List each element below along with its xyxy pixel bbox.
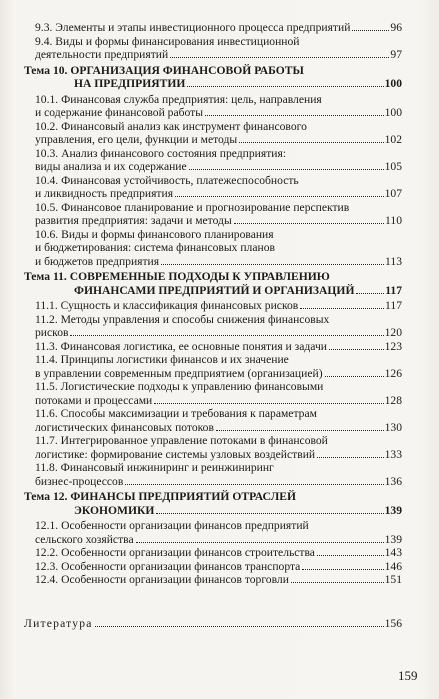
toc-entry-text-line: и содержание финансовой работы — [35, 106, 204, 119]
leader-dots — [356, 293, 384, 294]
leader-dots — [154, 403, 383, 404]
toc-entry-text-line: 10.1. Финансовая служба предприятия: цель, направления — [35, 92, 322, 106]
leader-dots — [291, 582, 384, 583]
toc-entry — [24, 313, 402, 340]
toc-entry-text-line: 12.1. Особенности организации финансов предприятий — [35, 519, 309, 532]
toc-entry-text-line: 11.8. Финансовый инжиниринг и реинжиниринг — [35, 461, 274, 474]
toc-entry — [24, 519, 402, 546]
toc-entry-page: 120 — [384, 326, 402, 339]
leader-dots — [329, 349, 384, 350]
leader-dots — [216, 430, 384, 431]
toc-entry-text-line: 10.6. Виды и формы финансового планирования — [35, 227, 274, 241]
toc-entry-page: 136 — [384, 474, 402, 488]
toc-topic-heading — [24, 64, 402, 91]
toc-entry-text-line: 10.2. Финансовый анализ как инструмент финансового — [35, 119, 307, 133]
toc-entry-text-line: 9.4. Виды и формы финансирования инвестиционной — [35, 34, 300, 48]
toc-entry-text-line: логистике: формирование системы узловых воздействий — [35, 447, 316, 461]
leader-dots — [125, 484, 383, 485]
toc-entry-text-line: 12.2. Особенности организации финансов строительства — [35, 546, 315, 559]
leader-dots — [317, 555, 384, 556]
toc-entry-text-line: 11.5. Логистические подходы к управлению финансовыми — [35, 380, 324, 393]
toc-entry — [24, 299, 402, 313]
toc-entry-text-line: НА ПРЕДПРИЯТИИ — [74, 77, 186, 90]
toc-entry-text-line: потоками и процессами — [35, 393, 153, 407]
toc-topic-heading — [24, 270, 402, 297]
toc-entry — [24, 560, 402, 574]
toc-entry-text-line: Тема 11. СОВРЕМЕННЫЕ ПОДХОДЫ К УПРАВЛЕНИЮ — [24, 270, 330, 283]
toc-entry — [24, 573, 402, 587]
toc-entry-text-line: 10.5. Финансовое планирование и прогнозирование перспектив — [35, 200, 350, 214]
toc-entry-text-line: ФИНАНСАМИ ПРЕДПРИЯТИЙ И ОРГАНИЗАЦИЙ — [74, 283, 355, 297]
toc-entry-page: 130 — [384, 420, 402, 434]
toc-entry-page: 102 — [384, 133, 402, 146]
toc-entry — [24, 35, 402, 62]
toc-entry — [24, 120, 402, 147]
toc-entry-page: 128 — [384, 393, 402, 407]
toc-entry — [24, 340, 402, 354]
toc-entry-text-line: управления, его цели, функции и методы — [35, 133, 238, 146]
toc-entry-text-line: 12.4. Особенности организации финансов торговли — [35, 573, 289, 586]
toc-entry-text-line: сельского хозяйства — [35, 532, 134, 546]
toc-entry-text-line: бизнес-процессов — [35, 474, 124, 488]
literature-label: Литература — [24, 617, 93, 630]
leader-dots — [352, 30, 389, 31]
toc-entry-text-line: 11.1. Сущность и классификация финансовых рисков — [35, 299, 299, 312]
toc-entry-page: 113 — [385, 254, 402, 268]
toc-entry-text-line: ЭКОНОМИКИ — [74, 503, 155, 517]
leader-dots — [156, 513, 383, 514]
toc-entry — [24, 21, 402, 35]
toc-entry-text-line: виды анализа и их содержание — [35, 160, 187, 173]
leader-dots — [189, 169, 384, 170]
leader-dots — [205, 115, 384, 116]
leader-dots — [239, 142, 383, 143]
toc-topic-heading — [24, 490, 402, 517]
toc-entry-text-line: и ликвидность предприятия — [35, 187, 174, 200]
toc-entry-page: 107 — [384, 187, 402, 200]
leader-dots — [161, 264, 384, 265]
toc-entry — [24, 201, 402, 228]
leader-dots — [325, 376, 384, 377]
toc-entry-page: 143 — [384, 546, 402, 559]
toc-entry-page: 96 — [390, 21, 402, 34]
toc-entry-text-line: развития предприятия: задачи и методы — [35, 214, 232, 227]
toc-entry — [24, 546, 402, 560]
toc-entry-literature — [24, 617, 402, 630]
leader-dots — [234, 223, 384, 224]
toc-entry-page: 146 — [384, 559, 402, 573]
leader-dots — [300, 308, 384, 309]
toc-entry-text-line: Тема 10. ОРГАНИЗАЦИЯ ФИНАНСОВОЙ РАБОТЫ — [24, 63, 304, 77]
leader-dots — [187, 86, 383, 87]
toc-entry — [24, 380, 402, 407]
toc-entry-page: 100 — [384, 106, 402, 119]
leader-dots — [302, 569, 383, 570]
toc-entry-text-line: логистических финансовых потоков — [35, 420, 214, 434]
toc-entry-text-line: 10.3. Анализ финансового состояния предприятия: — [35, 146, 287, 160]
toc-entry — [24, 407, 402, 434]
toc-entry-page: 100 — [384, 77, 402, 90]
leader-dots — [317, 457, 383, 458]
toc-entry — [24, 93, 402, 120]
toc-entry-text-line: 11.2. Методы управления и способы снижения финансовых — [35, 312, 330, 326]
toc-entry-text-line: 11.4. Принципы логистики финансов и их значение — [35, 353, 289, 366]
toc-entry — [24, 147, 402, 174]
toc-entry-page: 123 — [384, 339, 402, 353]
toc-entry — [24, 461, 402, 488]
toc-entry-text-line: деятельности предприятий — [35, 48, 169, 61]
toc-entry-text-line: 9.3. Элементы и этапы инвестиционного процесса предприятий — [35, 21, 351, 34]
toc-entry-text-line: Тема 12. ФИНАНСЫ ПРЕДПРИЯТИЙ ОТРАСЛЕЙ — [24, 490, 296, 503]
toc-entry — [24, 353, 402, 380]
toc-entry-page: 151 — [384, 573, 402, 586]
literature-page: 156 — [384, 617, 402, 630]
toc-entry — [24, 174, 402, 201]
toc-entry-text-line: 10.4. Финансовая устойчивость, платежеспособность — [35, 173, 299, 187]
leader-dots — [70, 335, 383, 336]
toc-entry-text-line: 11.7. Интегрированное управление потоками в финансовой — [35, 434, 328, 447]
toc-entry-page: 97 — [390, 48, 402, 61]
leader-dots — [136, 542, 384, 543]
toc-entry-page: 110 — [385, 214, 402, 227]
leader-dots — [170, 57, 389, 58]
page-number: 159 — [398, 668, 418, 683]
toc-entry-text-line: и бюджетов предприятия — [35, 254, 160, 268]
toc-entry-page: 117 — [385, 299, 402, 312]
toc-entry-page: 117 — [385, 283, 402, 297]
toc-entry-page: 105 — [384, 160, 402, 173]
leader-dots — [95, 626, 384, 627]
toc-entry-text-line: 11.6. Способы максимизации и требования к параметрам — [35, 407, 317, 420]
toc-entry-text-line: и бюджетирования: система финансовых планов — [35, 241, 275, 254]
toc-entry-text-line: в управлении современным предприятием (организацией) — [35, 366, 323, 380]
toc-entry-text-line: 11.3. Финансовая логистика, ее основные понятия и задачи — [35, 339, 327, 353]
toc-entry — [24, 228, 402, 269]
toc-entry-text-line: 12.3. Особенности организации финансов транспорта — [35, 559, 301, 573]
leader-dots — [175, 196, 384, 197]
toc-entry-text-line: рисков — [35, 326, 69, 339]
table-of-contents — [24, 21, 402, 587]
toc-entry-page: 126 — [384, 366, 402, 380]
toc-entry-page: 133 — [384, 447, 402, 461]
toc-entry-page: 139 — [384, 503, 402, 517]
toc-entry — [24, 434, 402, 461]
toc-entry-page: 139 — [384, 532, 402, 546]
